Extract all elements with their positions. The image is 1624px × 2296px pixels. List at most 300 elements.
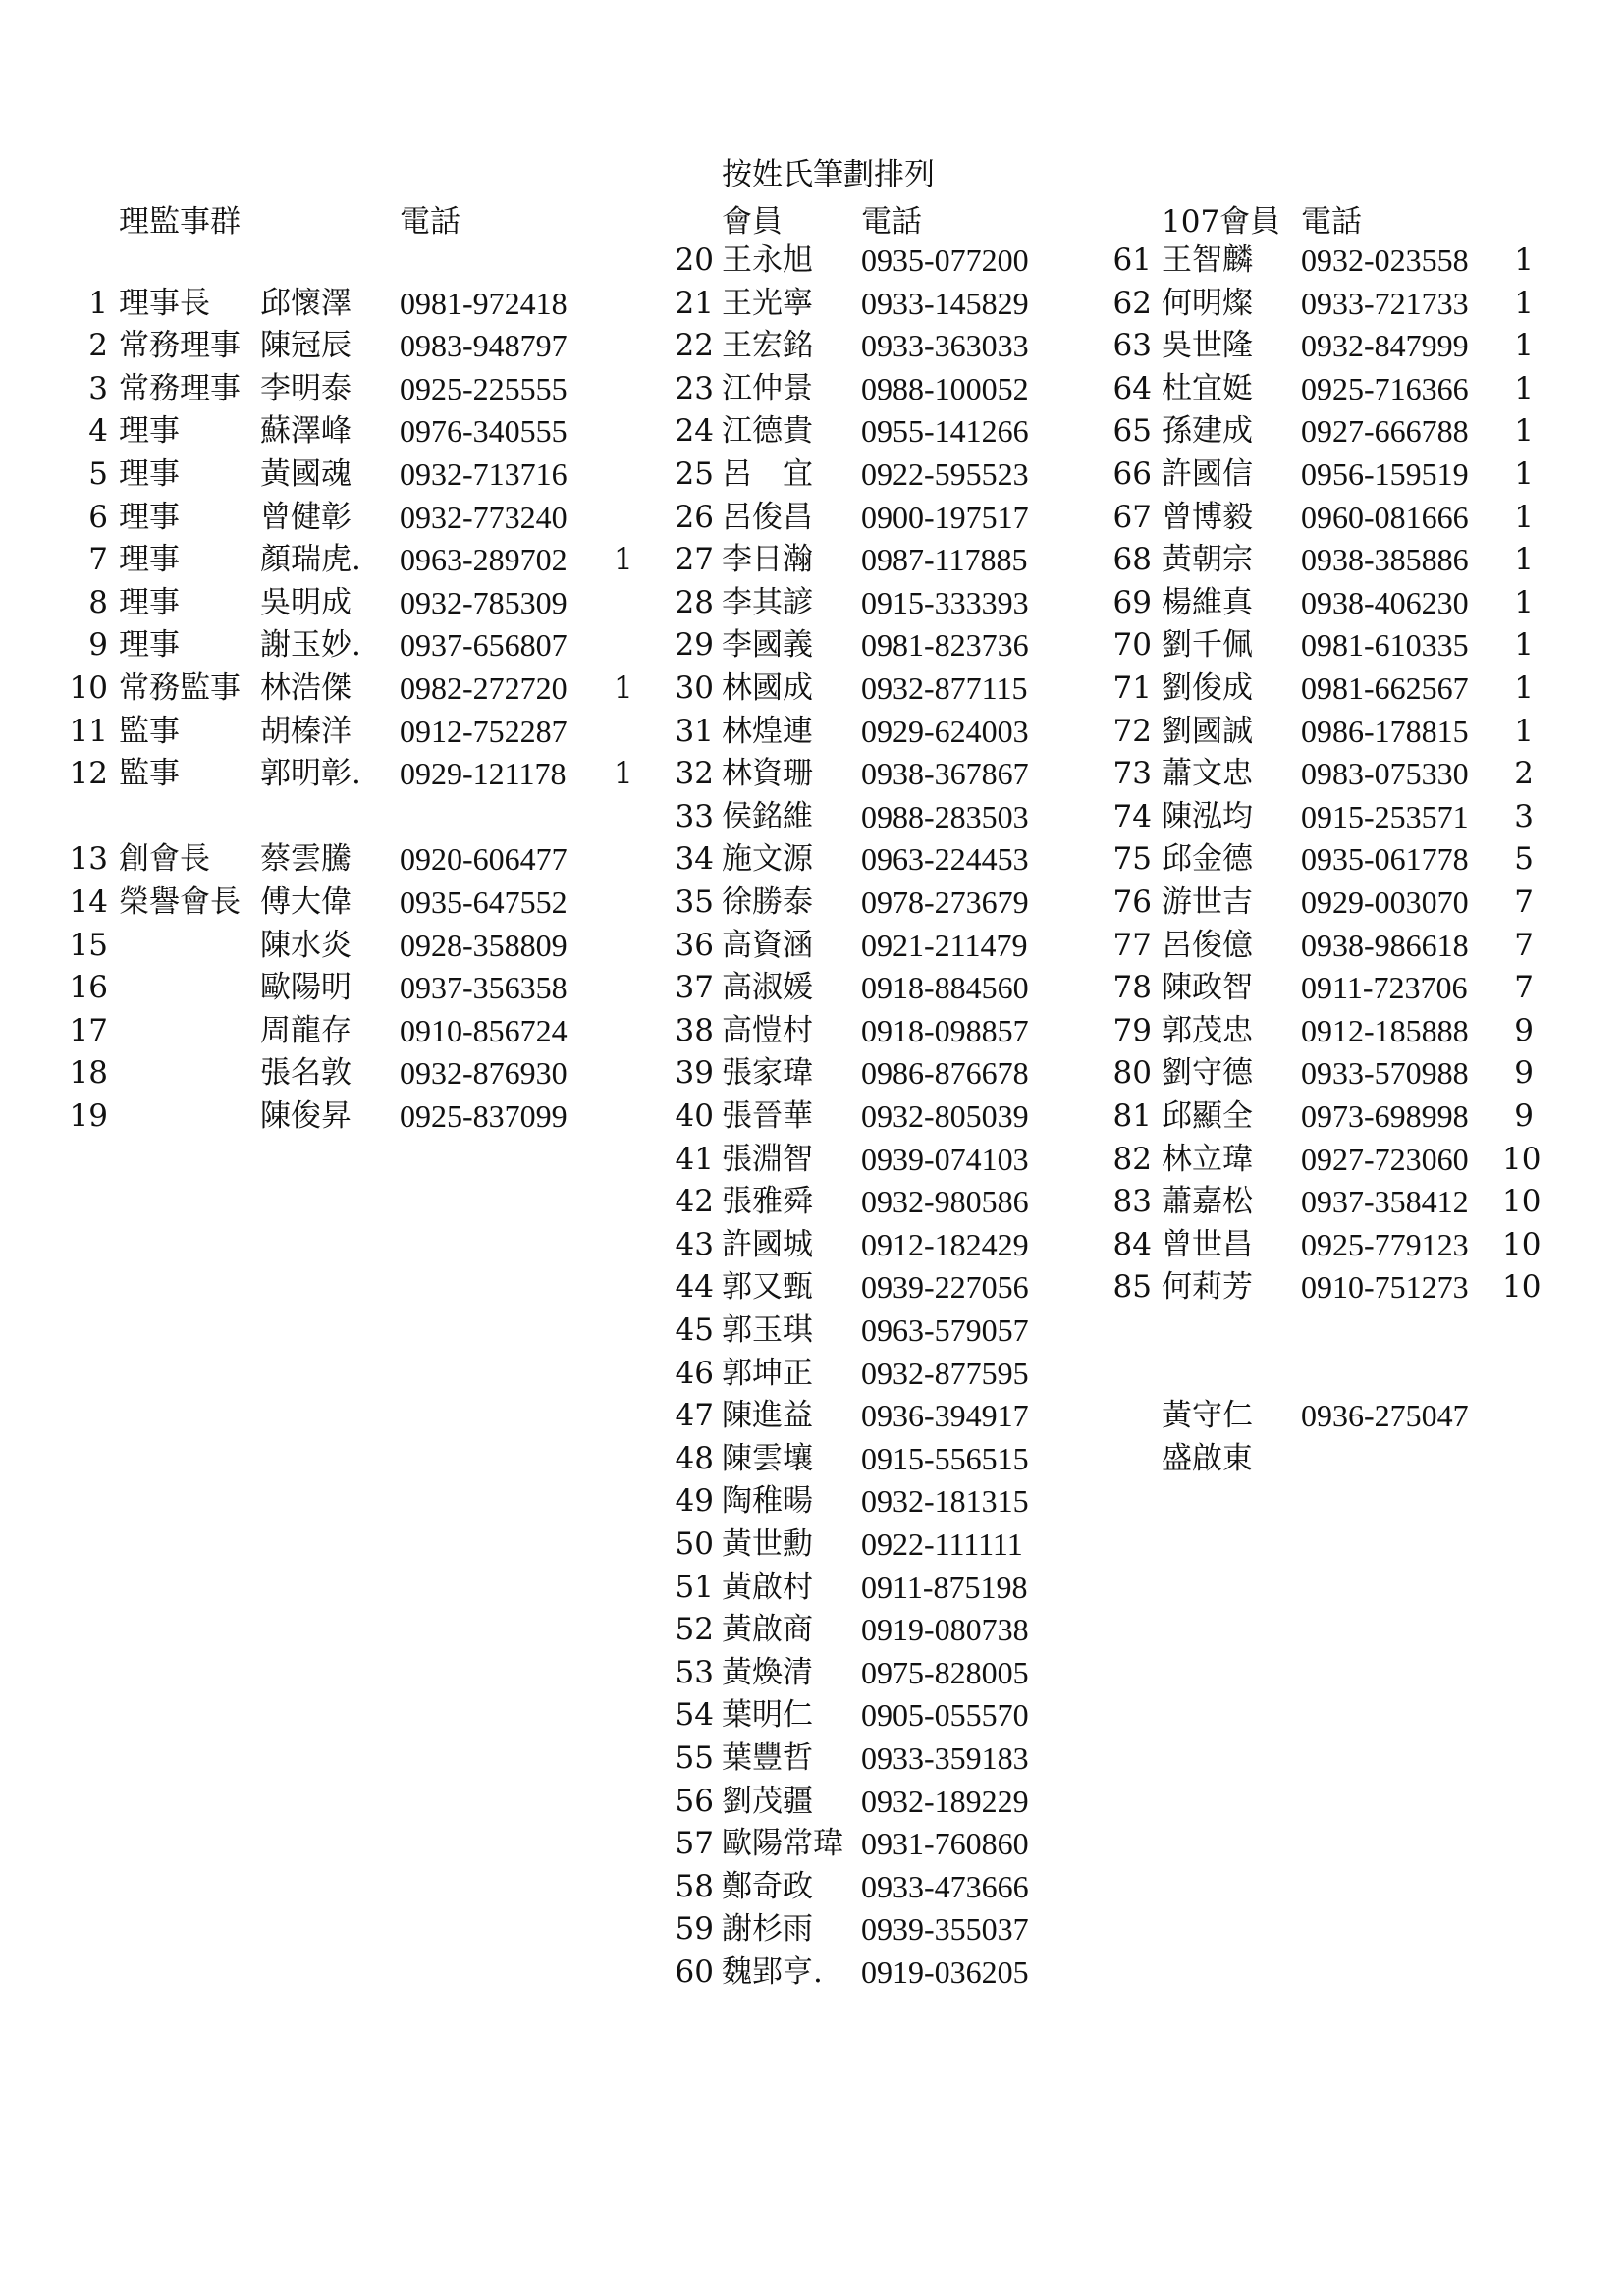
cell-name: 孫建成 bbox=[1162, 413, 1253, 450]
cell-num: 21 bbox=[675, 285, 714, 321]
cell-name: 曾健彰 bbox=[260, 499, 352, 535]
cell-name: 黃啟商 bbox=[722, 1612, 813, 1648]
cell-name: 張雅舜 bbox=[722, 1184, 813, 1220]
cell-num: 61 bbox=[1112, 242, 1152, 278]
cell-extra: 1 bbox=[1514, 285, 1534, 321]
cell-num: 10 bbox=[69, 670, 108, 706]
cell-name: 林資珊 bbox=[722, 756, 813, 792]
cell-role: 創會長 bbox=[119, 841, 210, 878]
cell-extra: 1 bbox=[1514, 584, 1534, 620]
cell-name: 劉茂疆 bbox=[722, 1783, 813, 1819]
cell-phone: 0919-080738 bbox=[861, 1612, 1029, 1648]
cell-phone: 0911-875198 bbox=[861, 1569, 1028, 1605]
cell-phone: 0988-283503 bbox=[861, 798, 1029, 834]
cell-num: 50 bbox=[675, 1526, 714, 1562]
cell-extra: 7 bbox=[1514, 884, 1534, 920]
cell-name: 張家瑋 bbox=[722, 1055, 813, 1092]
cell-name: 劉千佩 bbox=[1162, 627, 1253, 664]
cell-phone: 0933-145829 bbox=[861, 285, 1029, 321]
cell-phone: 0937-356358 bbox=[400, 970, 568, 1006]
cell-name: 郭又甄 bbox=[722, 1269, 813, 1306]
cell-phone: 0982-272720 bbox=[400, 670, 568, 706]
cell-name: 郭明彰. bbox=[260, 756, 361, 792]
cell-name: 呂 宜 bbox=[722, 456, 813, 492]
members-header: 會員 bbox=[722, 204, 783, 240]
cell-extra: 1 bbox=[1514, 328, 1534, 364]
cell-name: 陳雲壤 bbox=[722, 1440, 813, 1476]
cell-name: 王智麟 bbox=[1162, 242, 1253, 278]
cell-role: 理事長 bbox=[119, 285, 210, 321]
cell-phone: 0925-837099 bbox=[400, 1098, 568, 1134]
cell-phone: 0938-986618 bbox=[1301, 927, 1469, 963]
cell-phone: 0919-036205 bbox=[861, 1954, 1029, 1990]
cell-name: 邱懷澤 bbox=[260, 285, 352, 321]
cell-num: 30 bbox=[675, 670, 714, 706]
cell-name: 蘇澤峰 bbox=[260, 413, 352, 450]
cell-num: 36 bbox=[675, 927, 714, 963]
members2-header: 107會員 bbox=[1162, 204, 1281, 240]
cell-num: 49 bbox=[675, 1483, 714, 1520]
cell-name: 劉國誠 bbox=[1162, 713, 1253, 749]
cell-phone: 0932-805039 bbox=[861, 1098, 1029, 1134]
cell-num: 63 bbox=[1112, 328, 1152, 364]
cell-phone: 0927-666788 bbox=[1301, 413, 1469, 450]
cell-role: 理事 bbox=[119, 499, 180, 535]
cell-num: 8 bbox=[88, 584, 108, 620]
cell-num: 55 bbox=[675, 1740, 714, 1776]
cell-name: 張名敦 bbox=[260, 1055, 352, 1092]
members2-phone-header: 電話 bbox=[1301, 204, 1362, 240]
cell-phone: 0931-760860 bbox=[861, 1826, 1029, 1862]
cell-num: 72 bbox=[1112, 713, 1152, 749]
cell-phone: 0918-098857 bbox=[861, 1012, 1029, 1048]
cell-phone: 0936-275047 bbox=[1301, 1398, 1469, 1434]
cell-num: 24 bbox=[675, 413, 714, 450]
cell-name: 江仲景 bbox=[722, 370, 813, 406]
cell-num: 26 bbox=[675, 499, 714, 535]
cell-num: 83 bbox=[1112, 1184, 1152, 1220]
cell-extra: 1 bbox=[1514, 456, 1534, 492]
board-phone-header: 電話 bbox=[400, 204, 460, 240]
cell-num: 79 bbox=[1112, 1012, 1152, 1048]
cell-phone: 0986-178815 bbox=[1301, 713, 1469, 749]
cell-phone: 0932-023558 bbox=[1301, 242, 1469, 278]
cell-phone: 0936-394917 bbox=[861, 1398, 1029, 1434]
cell-num: 37 bbox=[675, 970, 714, 1006]
cell-role: 榮譽會長 bbox=[119, 884, 241, 920]
cell-num: 1 bbox=[88, 285, 108, 321]
cell-name: 徐勝泰 bbox=[722, 884, 813, 920]
cell-name: 蕭文忠 bbox=[1162, 756, 1253, 792]
cell-phone: 0939-227056 bbox=[861, 1269, 1029, 1306]
cell-name: 呂俊億 bbox=[1162, 927, 1253, 963]
cell-extra: 2 bbox=[1514, 756, 1534, 792]
cell-phone: 0932-181315 bbox=[861, 1483, 1029, 1520]
cell-phone: 0939-355037 bbox=[861, 1911, 1029, 1948]
cell-phone: 0955-141266 bbox=[861, 413, 1029, 450]
cell-name: 盛啟東 bbox=[1162, 1440, 1253, 1476]
cell-name: 張淵智 bbox=[722, 1141, 813, 1177]
cell-num: 53 bbox=[675, 1654, 714, 1690]
cell-num: 54 bbox=[675, 1697, 714, 1734]
cell-num: 52 bbox=[675, 1612, 714, 1648]
cell-phone: 0915-253571 bbox=[1301, 798, 1469, 834]
cell-phone: 0981-823736 bbox=[861, 627, 1029, 664]
cell-num: 80 bbox=[1112, 1055, 1152, 1092]
cell-phone: 0900-197517 bbox=[861, 499, 1029, 535]
cell-name: 黃啟村 bbox=[722, 1569, 813, 1605]
cell-name: 胡榛洋 bbox=[260, 713, 352, 749]
cell-role: 理事 bbox=[119, 456, 180, 492]
cell-extra: 1 bbox=[1514, 370, 1534, 406]
cell-extra: 1 bbox=[614, 542, 633, 578]
cell-num: 4 bbox=[88, 413, 108, 450]
cell-num: 12 bbox=[69, 756, 108, 792]
cell-extra: 10 bbox=[1502, 1226, 1542, 1262]
cell-phone: 0918-884560 bbox=[861, 970, 1029, 1006]
cell-num: 41 bbox=[675, 1141, 714, 1177]
cell-name: 高資涵 bbox=[722, 927, 813, 963]
cell-extra: 1 bbox=[1514, 499, 1534, 535]
cell-phone: 0932-877115 bbox=[861, 670, 1028, 706]
cell-role: 理事 bbox=[119, 627, 180, 664]
cell-phone: 0912-185888 bbox=[1301, 1012, 1469, 1048]
cell-phone: 0933-473666 bbox=[861, 1868, 1029, 1904]
cell-num: 2 bbox=[88, 328, 108, 364]
cell-name: 林煌連 bbox=[722, 713, 813, 749]
cell-name: 呂俊昌 bbox=[722, 499, 813, 535]
cell-phone: 0937-358412 bbox=[1301, 1184, 1469, 1220]
cell-name: 鄭奇政 bbox=[722, 1868, 813, 1904]
cell-num: 71 bbox=[1112, 670, 1152, 706]
cell-role: 常務理事 bbox=[119, 328, 241, 364]
cell-num: 82 bbox=[1112, 1141, 1152, 1177]
cell-num: 60 bbox=[675, 1954, 714, 1990]
cell-phone: 0963-224453 bbox=[861, 841, 1029, 878]
cell-extra: 7 bbox=[1514, 970, 1534, 1006]
board-group-header: 理監事群 bbox=[119, 204, 241, 240]
cell-num: 39 bbox=[675, 1055, 714, 1092]
cell-phone: 0933-363033 bbox=[861, 328, 1029, 364]
cell-name: 謝杉雨 bbox=[722, 1911, 813, 1948]
cell-name: 郭坤正 bbox=[722, 1355, 813, 1391]
cell-name: 王宏銘 bbox=[722, 328, 813, 364]
cell-name: 李其諺 bbox=[722, 584, 813, 620]
cell-num: 6 bbox=[88, 499, 108, 535]
cell-name: 陳水炎 bbox=[260, 927, 352, 963]
cell-num: 22 bbox=[675, 328, 714, 364]
cell-num: 69 bbox=[1112, 584, 1152, 620]
cell-name: 劉俊成 bbox=[1162, 670, 1253, 706]
cell-phone: 0927-723060 bbox=[1301, 1141, 1469, 1177]
cell-name: 陳冠辰 bbox=[260, 328, 352, 364]
cell-name: 歐陽明 bbox=[260, 970, 352, 1006]
cell-name: 黃世勳 bbox=[722, 1526, 813, 1562]
cell-phone: 0929-121178 bbox=[400, 756, 567, 792]
cell-num: 44 bbox=[675, 1269, 714, 1306]
cell-role: 監事 bbox=[119, 756, 180, 792]
cell-name: 葉豐哲 bbox=[722, 1740, 813, 1776]
cell-phone: 0905-055570 bbox=[861, 1697, 1029, 1734]
cell-num: 51 bbox=[675, 1569, 714, 1605]
cell-extra: 10 bbox=[1502, 1184, 1542, 1220]
cell-extra: 1 bbox=[1514, 542, 1534, 578]
cell-extra: 10 bbox=[1502, 1141, 1542, 1177]
cell-num: 14 bbox=[69, 884, 108, 920]
cell-num: 48 bbox=[675, 1440, 714, 1476]
cell-num: 67 bbox=[1112, 499, 1152, 535]
cell-extra: 10 bbox=[1502, 1269, 1542, 1306]
cell-name: 曾博毅 bbox=[1162, 499, 1253, 535]
cell-name: 高淑媛 bbox=[722, 970, 813, 1006]
cell-name: 施文源 bbox=[722, 841, 813, 878]
cell-name: 郭玉琪 bbox=[722, 1312, 813, 1348]
cell-phone: 0963-289702 bbox=[400, 542, 568, 578]
cell-name: 林國成 bbox=[722, 670, 813, 706]
cell-num: 23 bbox=[675, 370, 714, 406]
cell-num: 42 bbox=[675, 1184, 714, 1220]
cell-role: 監事 bbox=[119, 713, 180, 749]
cell-num: 40 bbox=[675, 1098, 714, 1134]
cell-num: 33 bbox=[675, 798, 714, 834]
cell-name: 李日瀚 bbox=[722, 542, 813, 578]
cell-name: 吳明成 bbox=[260, 584, 352, 620]
cell-extra: 9 bbox=[1514, 1012, 1534, 1048]
cell-phone: 0925-225555 bbox=[400, 370, 568, 406]
cell-name: 林浩傑 bbox=[260, 670, 352, 706]
cell-phone: 0912-752287 bbox=[400, 713, 568, 749]
cell-name: 黃國魂 bbox=[260, 456, 352, 492]
cell-num: 9 bbox=[88, 627, 108, 664]
cell-phone: 0978-273679 bbox=[861, 884, 1029, 920]
cell-name: 蔡雲騰 bbox=[260, 841, 352, 878]
cell-num: 85 bbox=[1112, 1269, 1152, 1306]
cell-phone: 0960-081666 bbox=[1301, 499, 1469, 535]
cell-phone: 0911-723706 bbox=[1301, 970, 1468, 1006]
cell-phone: 0935-077200 bbox=[861, 242, 1029, 278]
cell-phone: 0981-610335 bbox=[1301, 627, 1469, 664]
cell-name: 李國義 bbox=[722, 627, 813, 664]
cell-name: 邱顯全 bbox=[1162, 1098, 1253, 1134]
cell-name: 周龍存 bbox=[260, 1012, 352, 1048]
cell-name: 吳世隆 bbox=[1162, 328, 1253, 364]
cell-phone: 0976-340555 bbox=[400, 413, 568, 450]
cell-name: 杜宜娗 bbox=[1162, 370, 1253, 406]
cell-phone: 0925-716366 bbox=[1301, 370, 1469, 406]
cell-name: 陳進益 bbox=[722, 1398, 813, 1434]
cell-phone: 0963-579057 bbox=[861, 1312, 1029, 1348]
cell-name: 曾世昌 bbox=[1162, 1226, 1253, 1262]
cell-num: 76 bbox=[1112, 884, 1152, 920]
cell-num: 66 bbox=[1112, 456, 1152, 492]
cell-num: 17 bbox=[69, 1012, 108, 1048]
cell-phone: 0987-117885 bbox=[861, 542, 1028, 578]
cell-phone: 0915-556515 bbox=[861, 1440, 1029, 1476]
cell-phone: 0910-751273 bbox=[1301, 1269, 1469, 1306]
cell-phone: 0981-972418 bbox=[400, 285, 568, 321]
cell-role: 理事 bbox=[119, 584, 180, 620]
cell-phone: 0933-359183 bbox=[861, 1740, 1029, 1776]
cell-name: 黃煥清 bbox=[722, 1654, 813, 1690]
page-title: 按姓氏筆劃排列 bbox=[722, 157, 935, 192]
cell-name: 王永旭 bbox=[722, 242, 813, 278]
cell-phone: 0935-061778 bbox=[1301, 841, 1469, 878]
cell-num: 18 bbox=[69, 1055, 108, 1092]
cell-phone: 0922-111111 bbox=[861, 1526, 1023, 1562]
cell-num: 5 bbox=[88, 456, 108, 492]
cell-phone: 0932-980586 bbox=[861, 1184, 1029, 1220]
cell-extra: 1 bbox=[1514, 670, 1534, 706]
cell-name: 許國信 bbox=[1162, 456, 1253, 492]
cell-phone: 0988-100052 bbox=[861, 370, 1029, 406]
cell-name: 黃守仁 bbox=[1162, 1398, 1253, 1434]
cell-phone: 0928-358809 bbox=[400, 927, 568, 963]
cell-extra: 1 bbox=[1514, 627, 1534, 664]
cell-extra: 1 bbox=[1514, 413, 1534, 450]
cell-extra: 1 bbox=[1514, 713, 1534, 749]
cell-num: 62 bbox=[1112, 285, 1152, 321]
cell-name: 許國城 bbox=[722, 1226, 813, 1262]
cell-name: 林立瑋 bbox=[1162, 1141, 1253, 1177]
cell-num: 38 bbox=[675, 1012, 714, 1048]
cell-num: 13 bbox=[69, 841, 108, 878]
cell-role: 理事 bbox=[119, 413, 180, 450]
cell-phone: 0932-773240 bbox=[400, 499, 568, 535]
cell-phone: 0912-182429 bbox=[861, 1226, 1029, 1262]
cell-role: 常務理事 bbox=[119, 370, 241, 406]
cell-extra: 9 bbox=[1514, 1098, 1534, 1134]
cell-extra: 1 bbox=[614, 756, 633, 792]
cell-extra: 1 bbox=[1514, 242, 1534, 278]
cell-phone: 0920-606477 bbox=[400, 841, 568, 878]
cell-num: 57 bbox=[675, 1826, 714, 1862]
cell-extra: 9 bbox=[1514, 1055, 1534, 1092]
cell-phone: 0932-189229 bbox=[861, 1783, 1029, 1819]
cell-name: 李明泰 bbox=[260, 370, 352, 406]
cell-name: 邱金德 bbox=[1162, 841, 1253, 878]
cell-name: 侯銘維 bbox=[722, 798, 813, 834]
cell-phone: 0932-876930 bbox=[400, 1055, 568, 1092]
cell-num: 19 bbox=[69, 1098, 108, 1134]
cell-num: 81 bbox=[1112, 1098, 1152, 1134]
cell-phone: 0956-159519 bbox=[1301, 456, 1469, 492]
cell-name: 謝玉妙. bbox=[260, 627, 361, 664]
cell-role: 理事 bbox=[119, 542, 180, 578]
cell-name: 王光寧 bbox=[722, 285, 813, 321]
cell-phone: 0983-948797 bbox=[400, 328, 568, 364]
cell-phone: 0921-211479 bbox=[861, 927, 1028, 963]
cell-name: 歐陽常瑋 bbox=[722, 1826, 843, 1862]
cell-num: 46 bbox=[675, 1355, 714, 1391]
cell-name: 陳俊昇 bbox=[260, 1098, 352, 1134]
cell-phone: 0932-877595 bbox=[861, 1355, 1029, 1391]
cell-name: 傅大偉 bbox=[260, 884, 352, 920]
cell-num: 70 bbox=[1112, 627, 1152, 664]
cell-name: 陶稚暘 bbox=[722, 1483, 813, 1520]
cell-extra: 1 bbox=[614, 670, 633, 706]
cell-name: 劉守德 bbox=[1162, 1055, 1253, 1092]
cell-name: 何莉芳 bbox=[1162, 1269, 1253, 1306]
cell-num: 73 bbox=[1112, 756, 1152, 792]
cell-role: 常務監事 bbox=[119, 670, 241, 706]
cell-phone: 0938-367867 bbox=[861, 756, 1029, 792]
cell-num: 20 bbox=[675, 242, 714, 278]
cell-num: 25 bbox=[675, 456, 714, 492]
cell-phone: 0933-570988 bbox=[1301, 1055, 1469, 1092]
cell-num: 7 bbox=[88, 542, 108, 578]
cell-name: 游世吉 bbox=[1162, 884, 1253, 920]
cell-num: 32 bbox=[675, 756, 714, 792]
cell-phone: 0937-656807 bbox=[400, 627, 568, 664]
cell-phone: 0932-713716 bbox=[400, 456, 568, 492]
cell-phone: 0929-003070 bbox=[1301, 884, 1469, 920]
cell-num: 74 bbox=[1112, 798, 1152, 834]
cell-phone: 0983-075330 bbox=[1301, 756, 1469, 792]
cell-num: 29 bbox=[675, 627, 714, 664]
cell-phone: 0939-074103 bbox=[861, 1141, 1029, 1177]
cell-name: 高愷村 bbox=[722, 1012, 813, 1048]
cell-phone: 0973-698998 bbox=[1301, 1098, 1469, 1134]
cell-num: 77 bbox=[1112, 927, 1152, 963]
cell-phone: 0922-595523 bbox=[861, 456, 1029, 492]
cell-name: 蕭嘉松 bbox=[1162, 1184, 1253, 1220]
cell-phone: 0938-406230 bbox=[1301, 584, 1469, 620]
cell-num: 65 bbox=[1112, 413, 1152, 450]
cell-num: 58 bbox=[675, 1868, 714, 1904]
cell-num: 59 bbox=[675, 1911, 714, 1948]
cell-num: 56 bbox=[675, 1783, 714, 1819]
cell-num: 47 bbox=[675, 1398, 714, 1434]
cell-num: 35 bbox=[675, 884, 714, 920]
cell-phone: 0933-721733 bbox=[1301, 285, 1469, 321]
cell-num: 45 bbox=[675, 1312, 714, 1348]
cell-num: 75 bbox=[1112, 841, 1152, 878]
cell-phone: 0975-828005 bbox=[861, 1654, 1029, 1690]
cell-name: 郭茂忠 bbox=[1162, 1012, 1253, 1048]
cell-name: 葉明仁 bbox=[722, 1697, 813, 1734]
cell-name: 魏郢亨. bbox=[722, 1954, 823, 1990]
cell-phone: 0925-779123 bbox=[1301, 1226, 1469, 1262]
cell-num: 43 bbox=[675, 1226, 714, 1262]
cell-phone: 0981-662567 bbox=[1301, 670, 1469, 706]
cell-name: 江德貴 bbox=[722, 413, 813, 450]
cell-phone: 0932-847999 bbox=[1301, 328, 1469, 364]
cell-num: 16 bbox=[69, 970, 108, 1006]
cell-num: 3 bbox=[88, 370, 108, 406]
cell-name: 陳泓均 bbox=[1162, 798, 1253, 834]
cell-phone: 0935-647552 bbox=[400, 884, 568, 920]
cell-num: 68 bbox=[1112, 542, 1152, 578]
cell-phone: 0932-785309 bbox=[400, 584, 568, 620]
cell-name: 張晉華 bbox=[722, 1098, 813, 1134]
cell-phone: 0910-856724 bbox=[400, 1012, 568, 1048]
cell-num: 31 bbox=[675, 713, 714, 749]
cell-num: 28 bbox=[675, 584, 714, 620]
cell-name: 顏瑞虎. bbox=[260, 542, 361, 578]
cell-num: 78 bbox=[1112, 970, 1152, 1006]
members-phone-header: 電話 bbox=[861, 204, 922, 240]
cell-num: 34 bbox=[675, 841, 714, 878]
cell-num: 11 bbox=[69, 713, 108, 749]
cell-extra: 5 bbox=[1514, 841, 1534, 878]
cell-num: 15 bbox=[69, 927, 108, 963]
cell-extra: 3 bbox=[1514, 798, 1534, 834]
cell-name: 陳政智 bbox=[1162, 970, 1253, 1006]
cell-phone: 0929-624003 bbox=[861, 713, 1029, 749]
cell-num: 64 bbox=[1112, 370, 1152, 406]
cell-name: 黃朝宗 bbox=[1162, 542, 1253, 578]
cell-name: 楊維真 bbox=[1162, 584, 1253, 620]
